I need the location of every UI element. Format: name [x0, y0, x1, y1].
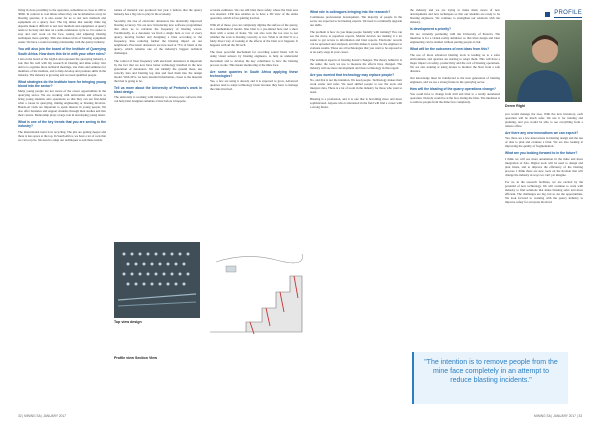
column-6 [505, 112, 583, 348]
paragraph: you would manage the area. With the new inventory, each operation will be much safer. We use it for training and planning, and you would be able to see everything from a remote office. [505, 112, 583, 129]
paragraph: For us, in the research facilities, we are excited by the potential of new technology. We will continue to work with industry to find solutions that make blasting safer and more efficient. The challenges are big, but so are the opportunities. We look forward to working with the quarry industry to improve safety for everyone involved. [505, 179, 583, 204]
paragraph: Yes, a few are using it already and it is expected to grow. Advanced quarries tend to adopt technology faster because they have to manage the risks involved. [210, 78, 298, 91]
paragraph: The control of blast frequency with electronic detonators is important by the fact that we now have better technology installed in the new generation of detonators. We can identify the ground mass, use velocity data and blasting log data and feed them into the design model. With 20%, we have detailed information, closer to the material the blast is going to be. [114, 58, 202, 83]
paragraph: The most powerful mechanism for recording sound blasts will be using visual sensors by blasting engineers, to help us understand movement and to develop the key contributor to how the blasting process works. This means monitoring at the mine face. [210, 50, 298, 67]
column-2 [114, 8, 202, 236]
paragraph: Blasting is a profession, and it is one that is becoming more and more sophisticated. Anyone who is interested in the field will find a career with a strong future. [310, 96, 402, 110]
paragraph: Yes, there are a few innovations in blasting design and the use of data to plan and evaluate a blast. We are also looking at improving the quality of fragmentation. [505, 136, 583, 149]
top-view-drawing [114, 242, 200, 318]
question-heading: Is development a priority? [410, 27, 452, 32]
paragraph: tonnes of material was produced last year. I believe that the quarry industry has a big role to play in the economy. [114, 8, 202, 17]
person-icon [505, 20, 582, 102]
question-heading: What is one of the key trends that you are seeing in the industry? [18, 120, 106, 129]
question-heading: What will be the outcomes of new ideas from this? [410, 47, 490, 52]
paragraph: The technical aspects of blasting haven't changed. The theory behind it is the same; the tools we use to measure the effects have changed. The industry will see more development and more technology in this regard. [310, 57, 402, 70]
section-label: PROFILE [554, 10, 582, 16]
section-header [545, 10, 582, 18]
paragraph: I think we will see more automation in the mine and more integration of data. Digital tools will be used to design and plan blasts, and to improve the efficiency of the blasting process. I think there are new tools on the horizon that will change the industry in ways we can't yet imagine. [505, 156, 583, 177]
question-heading: What are you looking forward to in the future? [505, 151, 578, 156]
footer-left: 32 | MINING SA | JANUARY 2017 [18, 414, 66, 418]
paragraph: We are currently partnering with the University of Pretoria. The intention is for a virtual reality simulator so that blast design and blast engineering can be studied without putting people at risk. [410, 32, 500, 45]
paragraph: the industry and we are trying to make them aware of new developments and new techniques so that our students are ready to be blasting engineers. We continue to strengthen our relations with the industry. [410, 8, 500, 25]
question-heading: How will the blasting of the quarry operations change? [410, 86, 496, 91]
profile-view-diagram [206, 242, 306, 338]
question-heading: Are you worried that technology may replace people? [310, 72, 395, 77]
paragraph: living in close proximity to the operation, sometimes as close as 200 to 300m. In contrast to coal mines where they can be kilometres away. In blasting quarries, it is also easier for us to test new methods and equipment on a quarry face. The big mines that usually mine big deposits make it difficult to test new methods and equipment. A quarry tends to be busy and runs on a semi-continuous cycle so it is easier to stop and start work on the face, testing and adjusting blasting techniques more quickly. This also makes trials of blasting equipment easier. We have a sound working relationship with the quarry industry. [18, 8, 106, 45]
question-heading: Tell us more about the University of Pretoria's work in blast design. [114, 85, 202, 94]
paragraph: Many young people are not aware of the career opportunities in the quarrying sector. We are working with universities and schools to bring young students onto operations so that they can see first-hand what a career in quarrying, mining engineering or blasting involves. Hands-on visits are important to spark interest in young people. We also offer bursaries and support students through their studies and into their careers. Mentorship plays a large role in developing young talent. [18, 89, 106, 118]
top-view-caption: Top view design [114, 320, 142, 324]
footer-right: MINING SA | JANUARY 2017 | 33 [534, 414, 582, 418]
question-heading: Are some quarries in South Africa applying these technologies? [210, 69, 298, 78]
paragraph: accurate estimates. We can still blast more safely where the blast area was situated. CPR also enables us to have a 3D view of the entire operation, which is fast gaining traction. [210, 8, 298, 21]
column-4 [310, 8, 402, 112]
header-square-icon [545, 12, 550, 17]
paragraph: You could have to change from drill and blast to a totally automated operation. Nobody would be at the face during the blast. The intention is to remove people from the mine face completely. [410, 91, 500, 105]
paragraph: No, and that is not the intention. We need people. Technology makes their work easier and safer. We need skilled people to use the tools and interpret data. There is a lot of room in the industry for those who want to learn. [310, 77, 402, 94]
top-view-diagram [114, 242, 200, 318]
portrait-photo [505, 20, 582, 102]
paragraph: With all of these, you can completely digitise the surface of the quarry, in a mathematical model. One blast is a pre-mined hole and a short blast with a series of holes. We can also scan the toe area to see whether the scan is blasting correctly or not. What is all this? It is a fairly direct way of looking at the effects of the blast as it happens. It happens with all the 3D tech. [210, 23, 298, 48]
paragraph: Secondly, the rise of electronic detonators has drastically improved blasting accuracy. We are now introducing new software programmes that allow us to calculate the frequency of blasting waves. Traditionally, as a detonator we fired a single hole or row at every quarry, moving further and designing a blast according to the frequency, thus reducing further the blasting impact on our neighbours. Electronic detonators are now used at 75% of blasts at the quarry, which remains one of the industry's biggest technical challenges. [114, 19, 202, 56]
column-1 [18, 8, 106, 145]
paragraph: The university is working with industry to develop new software that can help blast designers simulate a blast before it happens. [114, 94, 202, 104]
paragraph: The use of more advanced blasting tools is leading us to a safer environment, and quarries are starting to adopt them. This will have a major impact on safety, productivity and the cost of blasting operations. We are also looking at using drones to monitor the blast from a safe distance. [410, 52, 500, 73]
question-heading: What strategies do the Institute have for bringing young blood into the sector? [18, 79, 106, 88]
photo-caption: Deren Righi [505, 104, 526, 108]
profile-view-drawing [206, 242, 306, 338]
column-3 [210, 8, 298, 236]
paragraph: The international trend is in recycling. The pits are getting deeper and there is less space at the top. In South Africa, we have a lot of rock that we can recycle. We need to adapt our techniques to suit these trends. [18, 129, 106, 142]
profile-view-caption: Profile view Section View [114, 356, 158, 360]
column-5 [410, 8, 500, 107]
question-heading: What role is colleagues bringing into the research? [310, 10, 391, 14]
paragraph: I am on the board of the IoQSA and represent the quarrying industry, a role that fits well with my research in blasting and mine safety. Our aim is to organise more technical meetings, site visits and seminars for members of the institute, and to help develop and promote skills in the industry. The industry is growing and we need qualified people. [18, 56, 106, 77]
paragraph: Continuous professional development. The majority of people in the sector are expected to be blasting experts. We need to continually upgrade our skills. [310, 15, 402, 28]
question-heading: You will also join the board of the Institute of Quarrying South Africa. How does this tie in with your other roles? [18, 47, 106, 56]
question-heading: Are there any new innovations we can expect? [505, 131, 579, 136]
pull-quote: "The intention is to remove people from the mine face completely in an attempt to reduce blasting incidents." [412, 352, 568, 404]
paragraph: Our knowledge must be transferred to the next generation of blasting engineers, and we see a strong future in the quarrying sector. [410, 75, 500, 84]
paragraph: The problem is how do you make people friendly with training? You can see the move to paperless reports. Mobile devices are making it a lot easier to get access to information and blast reports. Electronic records can be uploaded and analysed, and this makes it easier for the engineer to evaluate results. These are all technologies that you want to be exposed to at an early stage in your career. [310, 30, 402, 55]
